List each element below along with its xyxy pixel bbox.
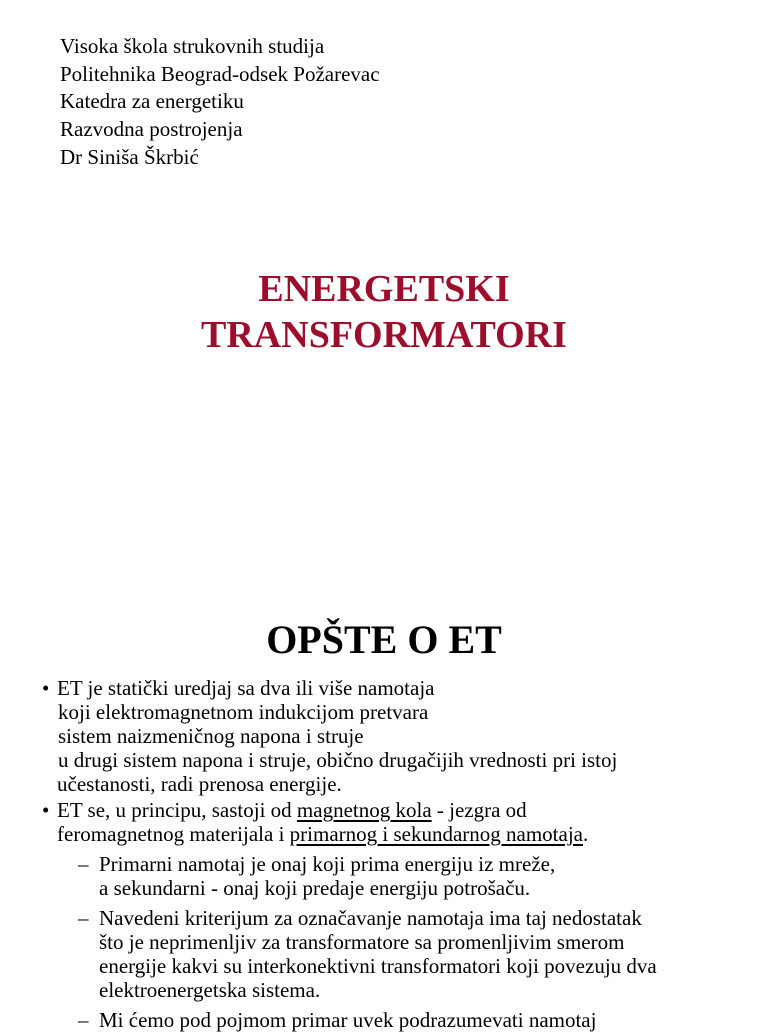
bullet-definition [42,676,758,796]
text-fragment: feromagnetnog materijala i [57,822,290,846]
windings-term: primarnog i sekundarnog namotaja [289,822,583,846]
dash-icon: – [78,906,89,930]
text-line: sistem naizmeničnog napona i struje [58,724,364,748]
header-line-author: Dr Siniša Škrbić [60,144,199,169]
text-fragment: - jezgra od [431,798,527,822]
text-line: Navedeni kriterijum za označavanje namotaja ima taj nedostatak [99,906,642,930]
text-line [57,798,758,822]
text-line: što je neprimenljiv za transformatore sa promenljivim smerom [99,930,625,954]
page-title [0,266,768,358]
dash-icon: – [78,852,89,876]
text-fragment: . [583,822,589,846]
title-line-2: TRANSFORMATORI [201,314,567,356]
magnetic-circuit-term: magnetnog kola [296,798,432,822]
sub-bullet-primary [57,1008,758,1032]
bullet-icon: • [42,798,50,822]
bullet-icon: • [42,676,50,700]
text-line: koji elektromagnetnom indukcijom pretvara [58,700,429,724]
header-line-department: Politehnika Beograd-odsek Požarevac [60,61,380,86]
title-line-1: ENERGETSKI [258,268,510,310]
text-line [57,822,758,846]
text-line: Primarni namotaj je onaj koji prima energiju iz mreže, [99,852,556,876]
text-line: elektroenergetska sistema. [99,978,321,1002]
dash-icon: – [78,1008,89,1032]
header-line-school: Visoka škola strukovnih studija [60,34,325,58]
bullet-composition [42,798,758,1032]
section-heading: OPŠTE O ET [266,617,502,662]
text-fragment: ET se, u principu, sastoji od [57,798,297,822]
section-body [42,676,758,1034]
text-line: Mi ćemo pod pojmom primar uvek podrazumevati namotaj [99,1008,597,1032]
text-line: a sekundarni - onaj koji predaje energiju potrošaču. [99,876,531,900]
institution-header [60,33,380,172]
header-line-chair: Katedra za energetiku [60,89,244,114]
text-line: u drugi sistem napona i struje, obično drugačijih vrednosti pri istoj [58,748,618,772]
text-line: učestanosti, radi prenosa energije. [57,772,342,796]
text-line: ET je statički uredjaj sa dva ili više namotaja [57,676,435,700]
sub-bullet-criterion [57,906,758,1002]
header-line-course: Razvodna postrojenja [60,117,243,142]
sub-bullet-windings [57,852,758,900]
text-line: energije kakvi su interkonektivni transformatori koji povezuju dva [99,954,657,978]
